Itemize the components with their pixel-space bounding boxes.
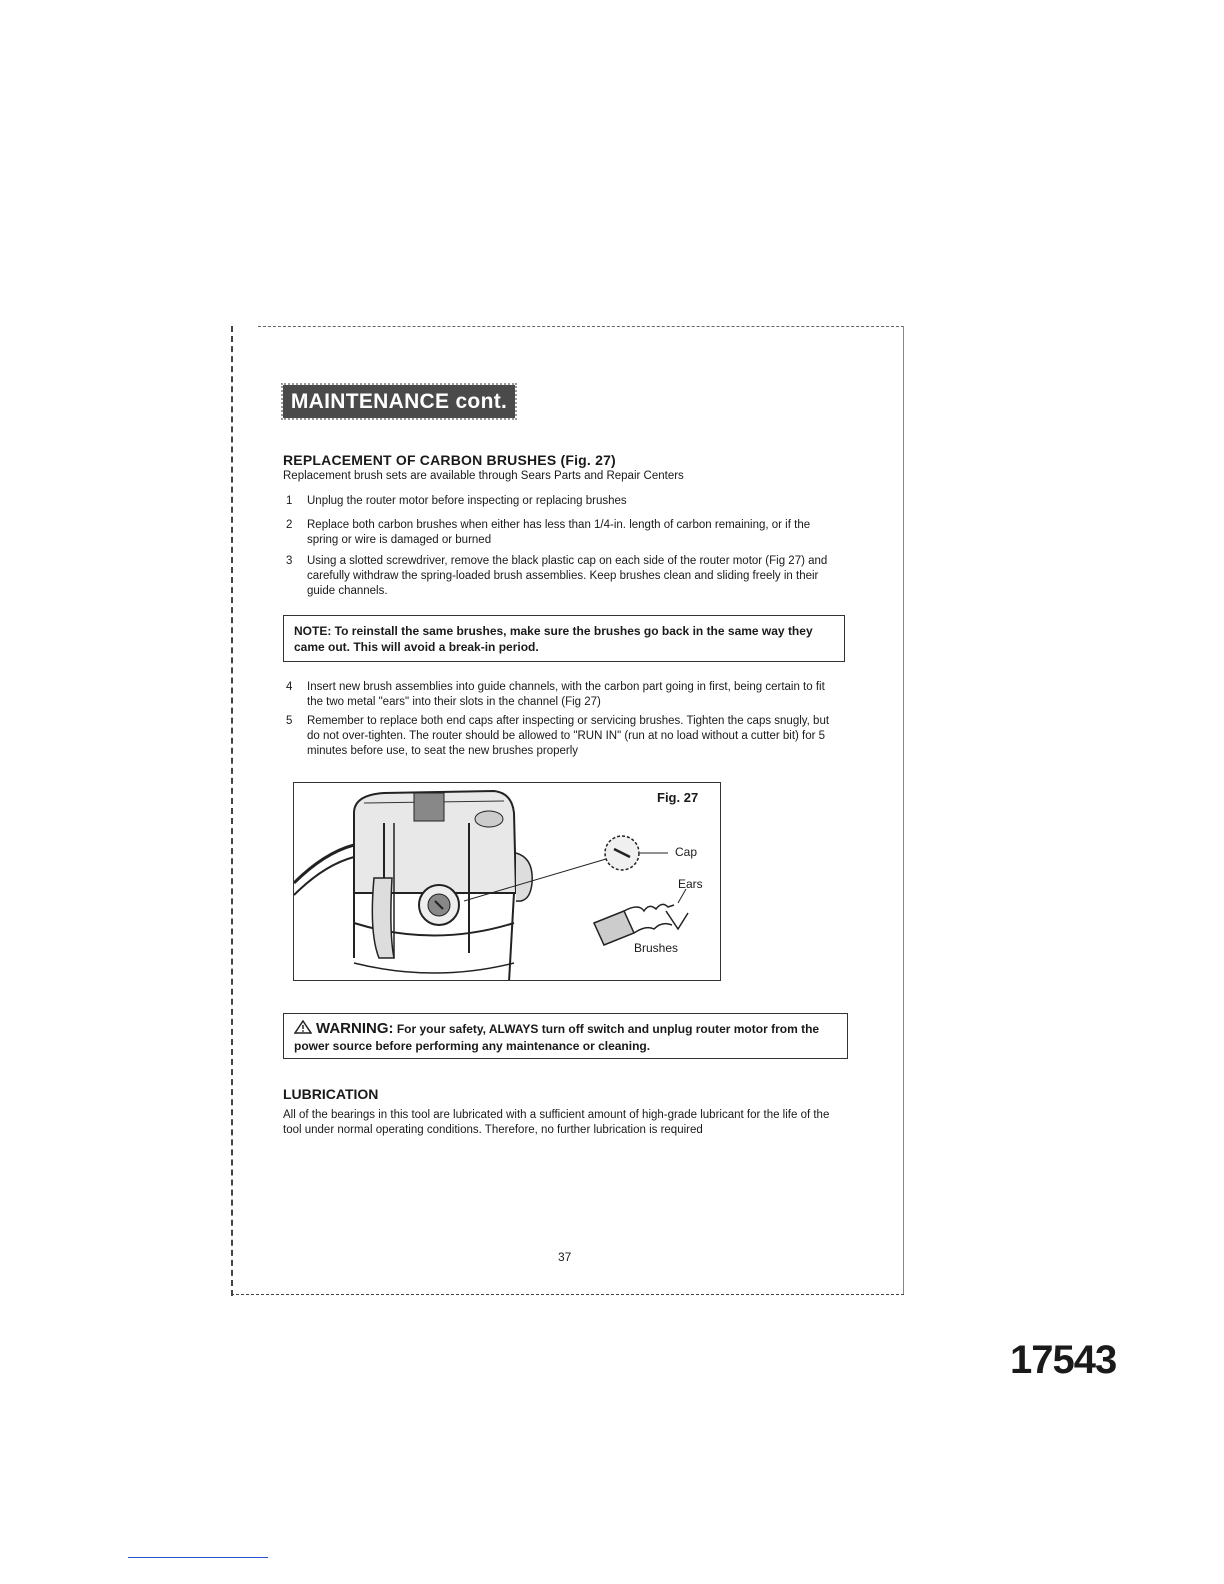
- warning-text: For your safety, ALWAYS turn off switch and unplug router motor from the power source before performing any maintenance or cleaning.: [294, 1022, 820, 1053]
- list-item: [286, 518, 837, 548]
- step-text: Remember to replace both end caps after inspecting or servicing brushes. Tighten the caps snugly, but do not over-tighten. The router should be allowed to "RUN IN" (run at no load without a cutter bit) for 5 minutes before use, to seat the new brushes properly: [307, 715, 830, 757]
- document-number: 17543: [1010, 1338, 1117, 1382]
- step-text: Replace both carbon brushes when either has less than 1/4-in. length of carbon remaining, or if the spring or wire is damaged or burned: [307, 519, 811, 546]
- warning-word: WARNING:: [316, 1020, 394, 1037]
- page-frame-bottom: [231, 1294, 904, 1295]
- brushes-label: Brushes: [634, 941, 679, 955]
- page-frame-top: [258, 326, 904, 327]
- ears-label: Ears: [678, 877, 703, 891]
- step-text: Insert new brush assemblies into guide channels, with the carbon part going in first, being certain to fit the two metal "ears" into their slots in the channel (Fig 27): [307, 681, 825, 708]
- list-item: [286, 714, 837, 759]
- page-frame-right: [903, 326, 904, 1294]
- list-item: [286, 554, 837, 599]
- step-number: 4: [286, 681, 293, 693]
- step-number: 2: [286, 519, 293, 531]
- warning-triangle-icon: [294, 1020, 312, 1034]
- section-banner-text: MAINTENANCE cont.: [290, 389, 508, 413]
- section-banner: [283, 385, 515, 418]
- replacement-heading: REPLACEMENT OF CARBON BRUSHES (Fig. 27): [283, 452, 616, 468]
- warning-box: [283, 1013, 848, 1059]
- replacement-intro: Replacement brush sets are available through Sears Parts and Repair Centers: [283, 470, 684, 482]
- step-text: Using a slotted screwdriver, remove the black plastic cap on each side of the router motor (Fig 27) and carefully withdraw the spring-loaded brush assemblies. Keep brushes clean and sliding freely in their guide channels.: [307, 555, 828, 597]
- lubrication-heading: LUBRICATION: [283, 1086, 379, 1102]
- page-frame-left: [231, 326, 233, 1296]
- list-item: [286, 494, 837, 509]
- step-number: 3: [286, 555, 293, 567]
- step-number: 1: [286, 495, 293, 507]
- bottom-rule: [128, 1557, 268, 1558]
- step-number: 5: [286, 715, 293, 727]
- step-text: Unplug the router motor before inspecting or replacing brushes: [307, 495, 627, 507]
- note-box: NOTE: To reinstall the same brushes, make sure the brushes go back in the same way they came out. This will avoid a break-in period.: [283, 615, 845, 662]
- cap-label: Cap: [675, 845, 698, 859]
- figure-title: Fig. 27: [657, 790, 699, 805]
- lubrication-text: All of the bearings in this tool are lubricated with a sufficient amount of high-grade lubricant for the life of the tool under normal operating conditions. Therefore, no further lubrication is required: [283, 1109, 830, 1136]
- page-number: 37: [558, 1250, 572, 1264]
- figure-27: [293, 782, 721, 981]
- list-item: [286, 680, 837, 710]
